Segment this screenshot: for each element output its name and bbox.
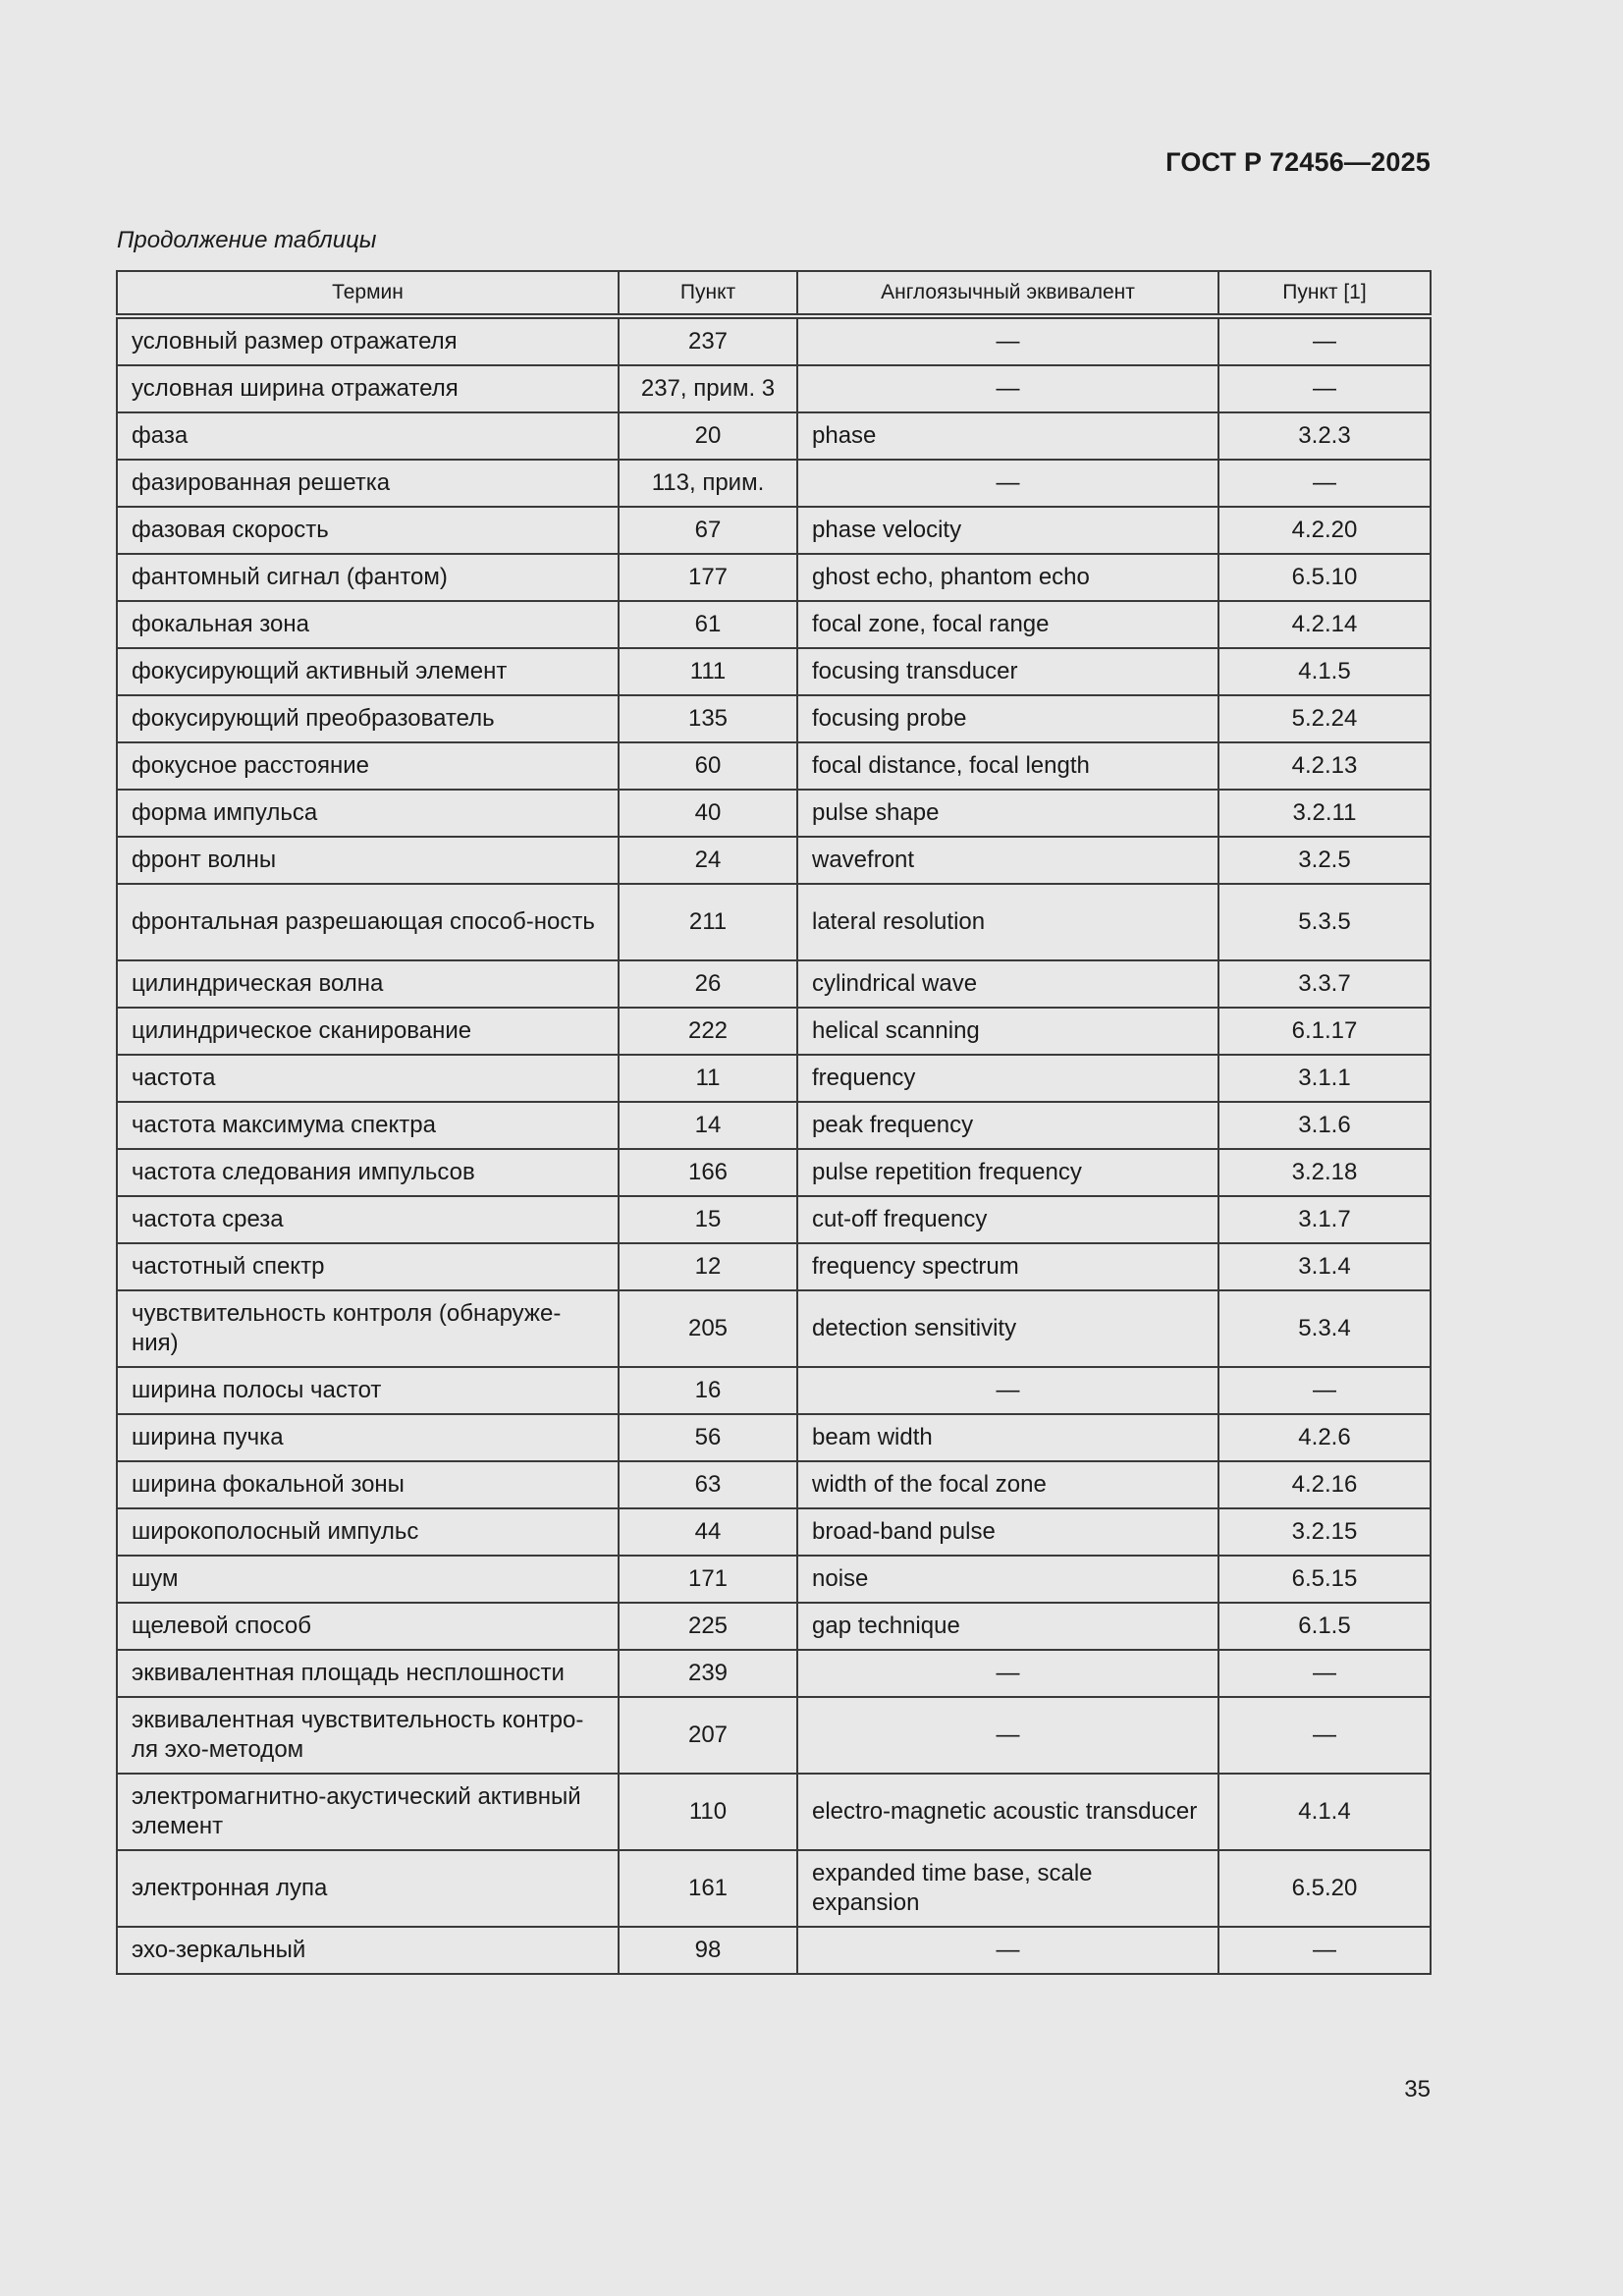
cell-english: — [797, 460, 1218, 507]
cell-reference: 3.2.18 [1218, 1149, 1431, 1196]
table-continuation-label: Продолжение таблицы [117, 227, 377, 253]
cell-item: 63 [619, 1461, 797, 1508]
table-row [117, 648, 1431, 695]
cell-term: фантомный сигнал (фантом) [117, 554, 619, 601]
terms-table [116, 270, 1432, 1975]
cell-term: фаза [117, 412, 619, 460]
cell-item: 40 [619, 790, 797, 837]
table-row [117, 1508, 1431, 1556]
cell-term: электромагнитно-акустический активный элемент [117, 1774, 619, 1850]
cell-term: фазовая скорость [117, 507, 619, 554]
table-row [117, 554, 1431, 601]
cell-english: — [797, 1697, 1218, 1774]
cell-reference: — [1218, 1650, 1431, 1697]
cell-term: ширина пучка [117, 1414, 619, 1461]
cell-item: 161 [619, 1850, 797, 1927]
cell-reference: 3.1.7 [1218, 1196, 1431, 1243]
cell-term: ширина фокальной зоны [117, 1461, 619, 1508]
cell-term: частота среза [117, 1196, 619, 1243]
cell-item: 239 [619, 1650, 797, 1697]
table-row [117, 1008, 1431, 1055]
cell-reference: 5.3.5 [1218, 884, 1431, 960]
cell-item: 135 [619, 695, 797, 742]
cell-reference: — [1218, 460, 1431, 507]
cell-term: чувствительность контроля (обнаруже-ния) [117, 1290, 619, 1367]
cell-english: wavefront [797, 837, 1218, 884]
cell-term: шум [117, 1556, 619, 1603]
cell-reference: 6.5.20 [1218, 1850, 1431, 1927]
cell-english: frequency [797, 1055, 1218, 1102]
cell-item: 211 [619, 884, 797, 960]
cell-english: — [797, 1367, 1218, 1414]
cell-term: цилиндрическая волна [117, 960, 619, 1008]
cell-term: частотный спектр [117, 1243, 619, 1290]
table-row [117, 695, 1431, 742]
cell-english: lateral resolution [797, 884, 1218, 960]
table-body [117, 316, 1431, 1974]
cell-item: 205 [619, 1290, 797, 1367]
cell-english: frequency spectrum [797, 1243, 1218, 1290]
table-row [117, 1196, 1431, 1243]
cell-term: частота максимума спектра [117, 1102, 619, 1149]
cell-english: expanded time base, scale expansion [797, 1850, 1218, 1927]
table-row [117, 884, 1431, 960]
table-row [117, 1414, 1431, 1461]
cell-term: цилиндрическое сканирование [117, 1008, 619, 1055]
cell-english: helical scanning [797, 1008, 1218, 1055]
cell-english: — [797, 1650, 1218, 1697]
cell-english: phase velocity [797, 507, 1218, 554]
cell-english: peak frequency [797, 1102, 1218, 1149]
cell-item: 12 [619, 1243, 797, 1290]
column-header-reference: Пункт [1] [1218, 271, 1431, 316]
cell-reference: 5.3.4 [1218, 1290, 1431, 1367]
table-row [117, 742, 1431, 790]
cell-reference: 4.2.13 [1218, 742, 1431, 790]
cell-reference: — [1218, 1927, 1431, 1974]
table-row [117, 960, 1431, 1008]
cell-item: 67 [619, 507, 797, 554]
cell-reference: — [1218, 1367, 1431, 1414]
table-row [117, 790, 1431, 837]
cell-item: 110 [619, 1774, 797, 1850]
cell-term: щелевой способ [117, 1603, 619, 1650]
table-row [117, 1055, 1431, 1102]
cell-english: width of the focal zone [797, 1461, 1218, 1508]
cell-english: electro-magnetic acoustic transducer [797, 1774, 1218, 1850]
cell-english: focal zone, focal range [797, 601, 1218, 648]
cell-item: 61 [619, 601, 797, 648]
cell-english: — [797, 316, 1218, 365]
cell-reference: 6.5.10 [1218, 554, 1431, 601]
cell-reference: 6.1.17 [1218, 1008, 1431, 1055]
cell-term: фокусное расстояние [117, 742, 619, 790]
cell-reference: 4.2.6 [1218, 1414, 1431, 1461]
cell-item: 26 [619, 960, 797, 1008]
cell-term: эхо-зеркальный [117, 1927, 619, 1974]
cell-item: 237 [619, 316, 797, 365]
cell-reference: 6.5.15 [1218, 1556, 1431, 1603]
column-header-term: Термин [117, 271, 619, 316]
cell-term: фокальная зона [117, 601, 619, 648]
cell-english: — [797, 365, 1218, 412]
cell-term: фокусирующий активный элемент [117, 648, 619, 695]
cell-english: beam width [797, 1414, 1218, 1461]
cell-item: 113, прим. [619, 460, 797, 507]
table-row [117, 1243, 1431, 1290]
cell-english: cut-off frequency [797, 1196, 1218, 1243]
cell-english: cylindrical wave [797, 960, 1218, 1008]
cell-english: gap technique [797, 1603, 1218, 1650]
table-row [117, 1556, 1431, 1603]
cell-term: ширина полосы частот [117, 1367, 619, 1414]
cell-item: 207 [619, 1697, 797, 1774]
page-number: 35 [1404, 2076, 1431, 2103]
cell-english: focusing probe [797, 695, 1218, 742]
cell-term: частота [117, 1055, 619, 1102]
cell-reference: — [1218, 316, 1431, 365]
cell-reference: 4.1.5 [1218, 648, 1431, 695]
cell-item: 98 [619, 1927, 797, 1974]
cell-item: 20 [619, 412, 797, 460]
cell-english: phase [797, 412, 1218, 460]
table-row [117, 1850, 1431, 1927]
cell-item: 166 [619, 1149, 797, 1196]
cell-reference: — [1218, 365, 1431, 412]
cell-term: условная ширина отражателя [117, 365, 619, 412]
cell-term: широкополосный импульс [117, 1508, 619, 1556]
cell-reference: 3.2.15 [1218, 1508, 1431, 1556]
cell-term: электронная лупа [117, 1850, 619, 1927]
cell-reference: 3.2.5 [1218, 837, 1431, 884]
cell-english: ghost echo, phantom echo [797, 554, 1218, 601]
cell-term: фронтальная разрешающая способ-ность [117, 884, 619, 960]
cell-term: фазированная решетка [117, 460, 619, 507]
cell-english: detection sensitivity [797, 1290, 1218, 1367]
table-row [117, 316, 1431, 365]
table-row [117, 460, 1431, 507]
column-header-english: Англоязычный эквивалент [797, 271, 1218, 316]
cell-item: 15 [619, 1196, 797, 1243]
table-row [117, 1927, 1431, 1974]
column-header-item: Пункт [619, 271, 797, 316]
table-row [117, 601, 1431, 648]
table-row [117, 412, 1431, 460]
cell-english: pulse shape [797, 790, 1218, 837]
cell-english: pulse repetition frequency [797, 1149, 1218, 1196]
cell-reference: 3.1.6 [1218, 1102, 1431, 1149]
cell-item: 14 [619, 1102, 797, 1149]
cell-reference: 3.3.7 [1218, 960, 1431, 1008]
cell-item: 11 [619, 1055, 797, 1102]
cell-item: 56 [619, 1414, 797, 1461]
cell-term: форма импульса [117, 790, 619, 837]
cell-reference: 4.2.20 [1218, 507, 1431, 554]
cell-english: broad-band pulse [797, 1508, 1218, 1556]
cell-reference: 6.1.5 [1218, 1603, 1431, 1650]
cell-english: focusing transducer [797, 648, 1218, 695]
cell-reference: 3.2.3 [1218, 412, 1431, 460]
cell-reference: 3.1.1 [1218, 1055, 1431, 1102]
cell-english: focal distance, focal length [797, 742, 1218, 790]
cell-reference: 4.2.16 [1218, 1461, 1431, 1508]
table-header-row [117, 271, 1431, 316]
cell-reference: 4.1.4 [1218, 1774, 1431, 1850]
table-row [117, 1603, 1431, 1650]
cell-reference: 3.2.11 [1218, 790, 1431, 837]
cell-item: 16 [619, 1367, 797, 1414]
cell-reference: 5.2.24 [1218, 695, 1431, 742]
table-row [117, 1290, 1431, 1367]
cell-term: эквивалентная площадь несплошности [117, 1650, 619, 1697]
cell-item: 44 [619, 1508, 797, 1556]
table-row [117, 1461, 1431, 1508]
table-row [117, 365, 1431, 412]
cell-term: фокусирующий преобразователь [117, 695, 619, 742]
cell-item: 60 [619, 742, 797, 790]
cell-item: 24 [619, 837, 797, 884]
table-row [117, 1697, 1431, 1774]
cell-reference: 3.1.4 [1218, 1243, 1431, 1290]
cell-item: 171 [619, 1556, 797, 1603]
cell-item: 237, прим. 3 [619, 365, 797, 412]
table-row [117, 1149, 1431, 1196]
document-id: ГОСТ Р 72456—2025 [1165, 147, 1431, 177]
table-row [117, 507, 1431, 554]
cell-item: 225 [619, 1603, 797, 1650]
cell-term: условный размер отражателя [117, 316, 619, 365]
cell-term: эквивалентная чувствительность контро-ля эхо-методом [117, 1697, 619, 1774]
cell-term: фронт волны [117, 837, 619, 884]
table-row [117, 1774, 1431, 1850]
table-row [117, 1367, 1431, 1414]
table-row [117, 837, 1431, 884]
cell-english: noise [797, 1556, 1218, 1603]
cell-english: — [797, 1927, 1218, 1974]
cell-term: частота следования импульсов [117, 1149, 619, 1196]
cell-reference: — [1218, 1697, 1431, 1774]
cell-item: 111 [619, 648, 797, 695]
table-row [117, 1650, 1431, 1697]
cell-reference: 4.2.14 [1218, 601, 1431, 648]
cell-item: 222 [619, 1008, 797, 1055]
cell-item: 177 [619, 554, 797, 601]
table-row [117, 1102, 1431, 1149]
